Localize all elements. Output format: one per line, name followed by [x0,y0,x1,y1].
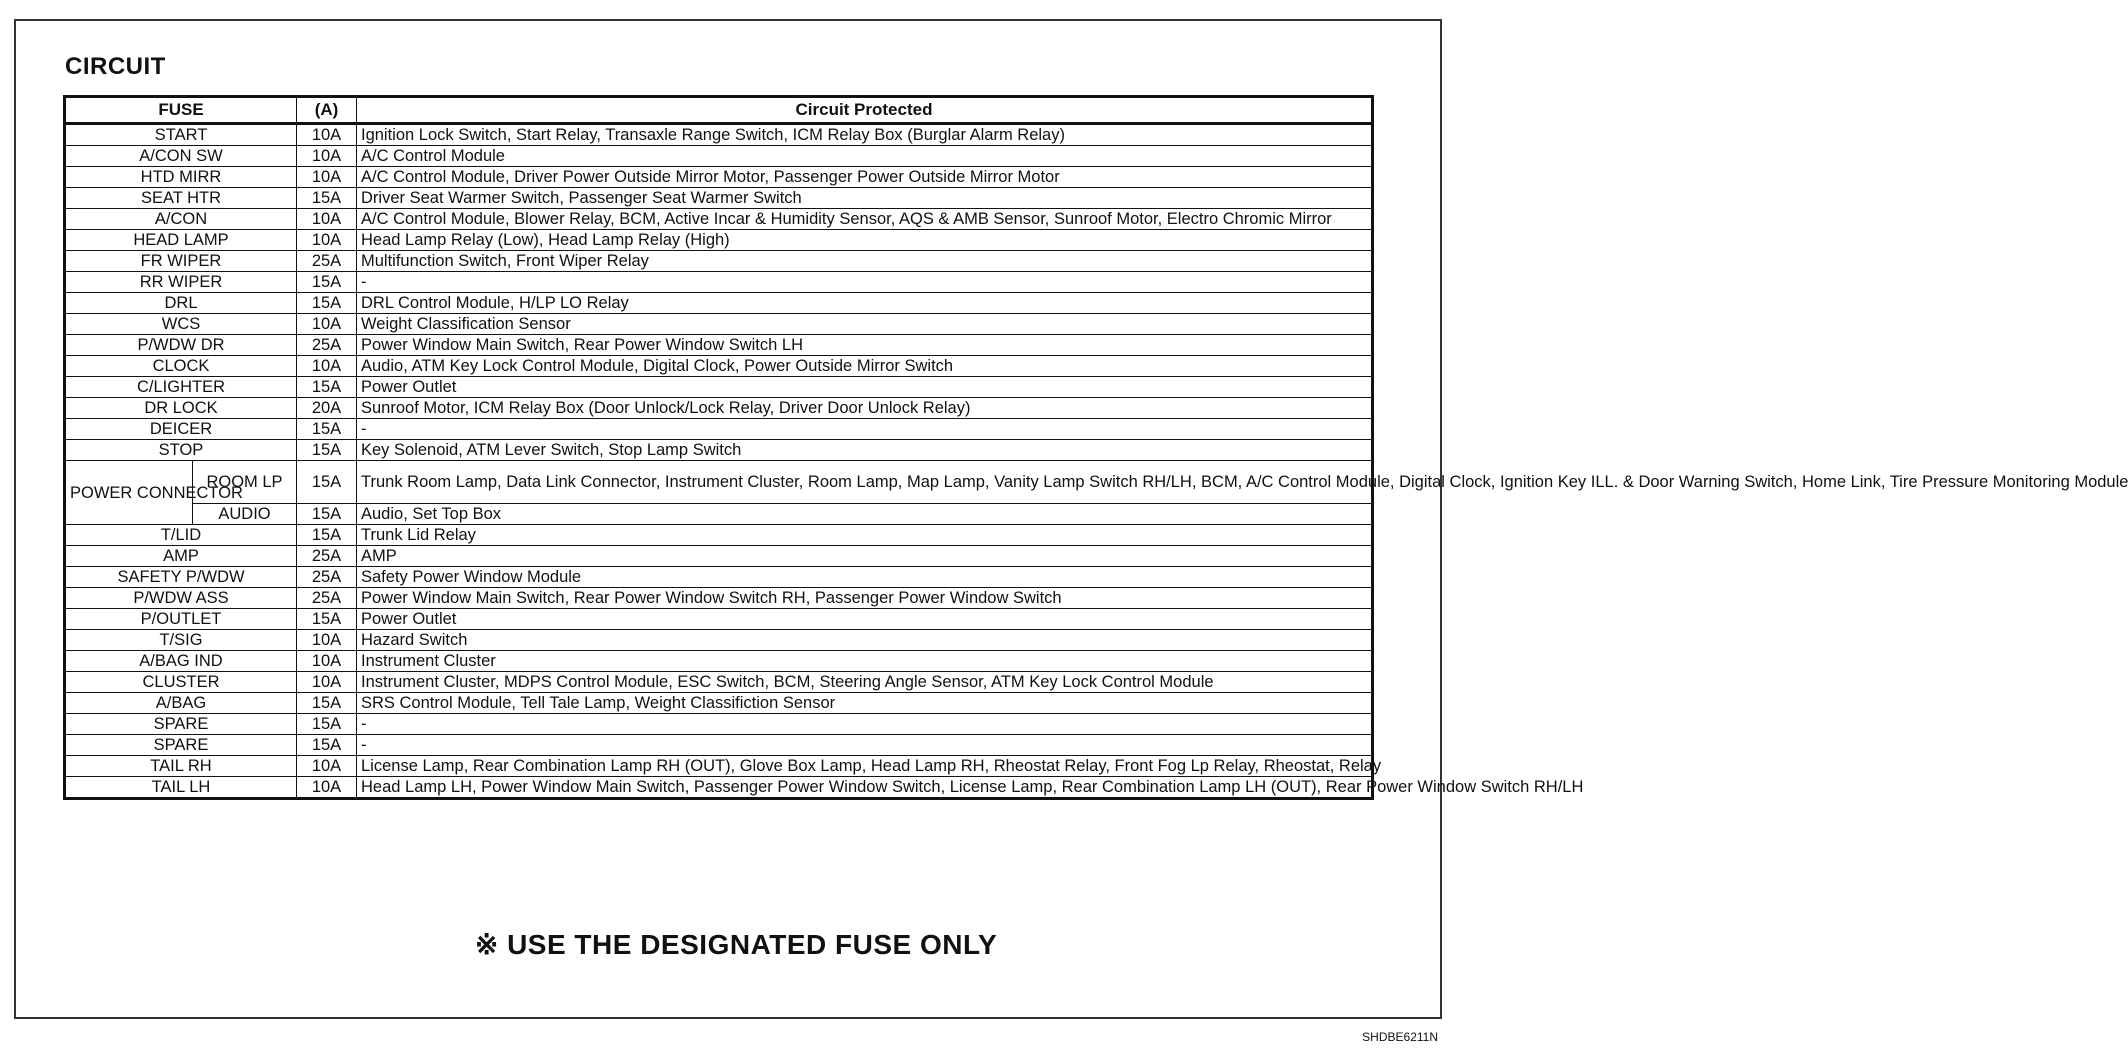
table-row [65,525,1373,546]
table-row [65,230,1373,251]
fuse-name: SAFETY P/WDW [65,567,297,588]
fuse-name: FR WIPER [65,251,297,272]
fuse-circuit: Trunk Lid Relay [357,525,1373,546]
fuse-amp: 10A [297,209,357,230]
fuse-circuit: AMP [357,546,1373,567]
fuse-circuit: Driver Seat Warmer Switch, Passenger Seat Warmer Switch [357,188,1373,209]
fuse-amp: 25A [297,546,357,567]
fuse-name: AMP [65,546,297,567]
fuse-circuit: - [357,714,1373,735]
fuse-amp: 15A [297,440,357,461]
fuse-name: START [65,124,297,146]
table-row [65,651,1373,672]
fuse-name: ROOM LP [193,461,297,504]
fuse-name: DRL [65,293,297,314]
fuse-circuit: Ignition Lock Switch, Start Relay, Transaxle Range Switch, ICM Relay Box (Burglar Alarm Relay) [357,124,1373,146]
page-title: CIRCUIT [65,53,166,80]
fuse-amp: 15A [297,293,357,314]
fuse-name: AUDIO [193,504,297,525]
fuse-amp: 20A [297,398,357,419]
fuse-name: STOP [65,440,297,461]
header-amp: (A) [297,97,357,124]
table-row [65,419,1373,440]
fuse-circuit: Instrument Cluster, MDPS Control Module, ESC Switch, BCM, Steering Angle Sensor, ATM Key Lock Control Module [357,672,1373,693]
fuse-amp: 15A [297,419,357,440]
fuse-name: CLOCK [65,356,297,377]
fuse-name: SPARE [65,735,297,756]
table-body-top [65,124,1373,461]
fuse-circuit: Key Solenoid, ATM Lever Switch, Stop Lamp Switch [357,440,1373,461]
designated-fuse-note: ※ USE THE DESIGNATED FUSE ONLY [474,929,998,960]
fuse-table [63,95,2128,800]
table-row [65,272,1373,293]
table-header-row [65,97,1373,124]
table-row [65,588,1373,609]
table-row [65,146,1373,167]
fuse-amp: 15A [297,377,357,398]
fuse-name: P/WDW ASS [65,588,297,609]
fuse-amp: 15A [297,525,357,546]
table-row [65,546,1373,567]
fuse-circuit: SRS Control Module, Tell Tale Lamp, Weight Classifiction Sensor [357,693,1373,714]
fuse-circuit: Head Lamp Relay (Low), Head Lamp Relay (High) [357,230,1373,251]
fuse-name: A/CON [65,209,297,230]
fuse-name: A/BAG IND [65,651,297,672]
header-circuit: Circuit Protected [357,97,1373,124]
table-row [65,735,1373,756]
table-row [65,609,1373,630]
fuse-name: DEICER [65,419,297,440]
table-row [65,209,1373,230]
table-row [65,504,1373,525]
fuse-amp: 15A [297,693,357,714]
fuse-circuit: Power Window Main Switch, Rear Power Window Switch LH [357,335,1373,356]
fuse-name: HTD MIRR [65,167,297,188]
table-row [65,356,1373,377]
fuse-circuit: Power Outlet [357,609,1373,630]
fuse-amp: 25A [297,251,357,272]
fuse-circuit: Audio, Set Top Box [357,504,1373,525]
table-row [65,188,1373,209]
table-row [65,461,1373,504]
fuse-amp: 10A [297,230,357,251]
table-row [65,756,1373,777]
table-row [65,124,1373,146]
table-row [65,335,1373,356]
fuse-name: DR LOCK [65,398,297,419]
table-row [65,398,1373,419]
fuse-circuit: A/C Control Module, Driver Power Outside Mirror Motor, Passenger Power Outside Mirror Motor [357,167,1373,188]
fuse-name: A/BAG [65,693,297,714]
table-row [65,714,1373,735]
table-row [65,440,1373,461]
fuse-circuit: Hazard Switch [357,630,1373,651]
fuse-circuit: License Lamp, Rear Combination Lamp RH (OUT), Glove Box Lamp, Head Lamp RH, Rheostat Relay, Front Fog Lp Relay, Rheostat, Relay [357,756,1373,777]
fuse-name: TAIL RH [65,756,297,777]
fuse-circuit: Power Outlet [357,377,1373,398]
fuse-name: A/CON SW [65,146,297,167]
fuse-circuit: - [357,419,1373,440]
fuse-circuit: Safety Power Window Module [357,567,1373,588]
table-row [65,567,1373,588]
fuse-amp: 15A [297,609,357,630]
fuse-name: SPARE [65,714,297,735]
fuse-amp: 10A [297,356,357,377]
fuse-circuit: Multifunction Switch, Front Wiper Relay [357,251,1373,272]
fuse-name: RR WIPER [65,272,297,293]
fuse-circuit: DRL Control Module, H/LP LO Relay [357,293,1373,314]
fuse-circuit: Power Window Main Switch, Rear Power Window Switch RH, Passenger Power Window Switch [357,588,1373,609]
fuse-amp: 15A [297,272,357,293]
fuse-circuit: Trunk Room Lamp, Data Link Connector, Instrument Cluster, Room Lamp, Map Lamp, Vanity Lamp Switch RH/LH, BCM, A/C Control Module, Digital Clock, Ignition Key ILL. & Door Warning Switch, Home Link, Tire Pressure Monitoring Module [357,461,1373,504]
fuse-name: TAIL LH [65,777,297,799]
fuse-circuit: Instrument Cluster [357,651,1373,672]
fuse-name: T/LID [65,525,297,546]
fuse-name: WCS [65,314,297,335]
fuse-amp: 10A [297,672,357,693]
fuse-circuit: A/C Control Module [357,146,1373,167]
power-connector-group [65,461,2128,525]
fuse-amp: 10A [297,651,357,672]
fuse-name: SEAT HTR [65,188,297,209]
table-body-bottom [65,525,1584,799]
fuse-amp: 10A [297,777,357,799]
table-row [65,693,1373,714]
fuse-circuit: Weight Classification Sensor [357,314,1373,335]
fuse-name: P/OUTLET [65,609,297,630]
fuse-circuit: - [357,735,1373,756]
fuse-amp: 15A [297,504,357,525]
document-code: SHDBE6211N [1362,1030,1438,1044]
header-fuse: FUSE [65,97,297,124]
fuse-name: CLUSTER [65,672,297,693]
fuse-amp: 15A [297,461,357,504]
fuse-amp: 25A [297,567,357,588]
table-row [65,377,1373,398]
fuse-amp: 25A [297,588,357,609]
fuse-amp: 10A [297,630,357,651]
table-row [65,672,1373,693]
fuse-circuit: A/C Control Module, Blower Relay, BCM, Active Incar & Humidity Sensor, AQS & AMB Sensor, Sunroof Motor, Electro Chromic Mirror [357,209,1373,230]
fuse-name: HEAD LAMP [65,230,297,251]
fuse-amp: 10A [297,314,357,335]
table-row [65,293,1373,314]
fuse-name: P/WDW DR [65,335,297,356]
fuse-amp: 10A [297,146,357,167]
fuse-circuit: Audio, ATM Key Lock Control Module, Digital Clock, Power Outside Mirror Switch [357,356,1373,377]
fuse-circuit: - [357,272,1373,293]
fuse-circuit: Head Lamp LH, Power Window Main Switch, Passenger Power Window Switch, License Lamp, Rear Combination Lamp LH (OUT), Rear Power Window Switch RH/LH [357,777,1373,799]
fuse-amp: 15A [297,735,357,756]
fuse-amp: 10A [297,756,357,777]
table-row [65,167,1373,188]
fuse-amp: 10A [297,124,357,146]
fuse-amp: 15A [297,714,357,735]
fuse-name: T/SIG [65,630,297,651]
table-row [65,777,1373,799]
table-row [65,630,1373,651]
table-row [65,251,1373,272]
fuse-amp: 25A [297,335,357,356]
fuse-amp: 10A [297,167,357,188]
fuse-amp: 15A [297,188,357,209]
fuse-circuit: Sunroof Motor, ICM Relay Box (Door Unlock/Lock Relay, Driver Door Unlock Relay) [357,398,1373,419]
power-connector-label: POWER CONNECTOR [65,461,193,525]
table-row [65,314,1373,335]
fuse-name: C/LIGHTER [65,377,297,398]
